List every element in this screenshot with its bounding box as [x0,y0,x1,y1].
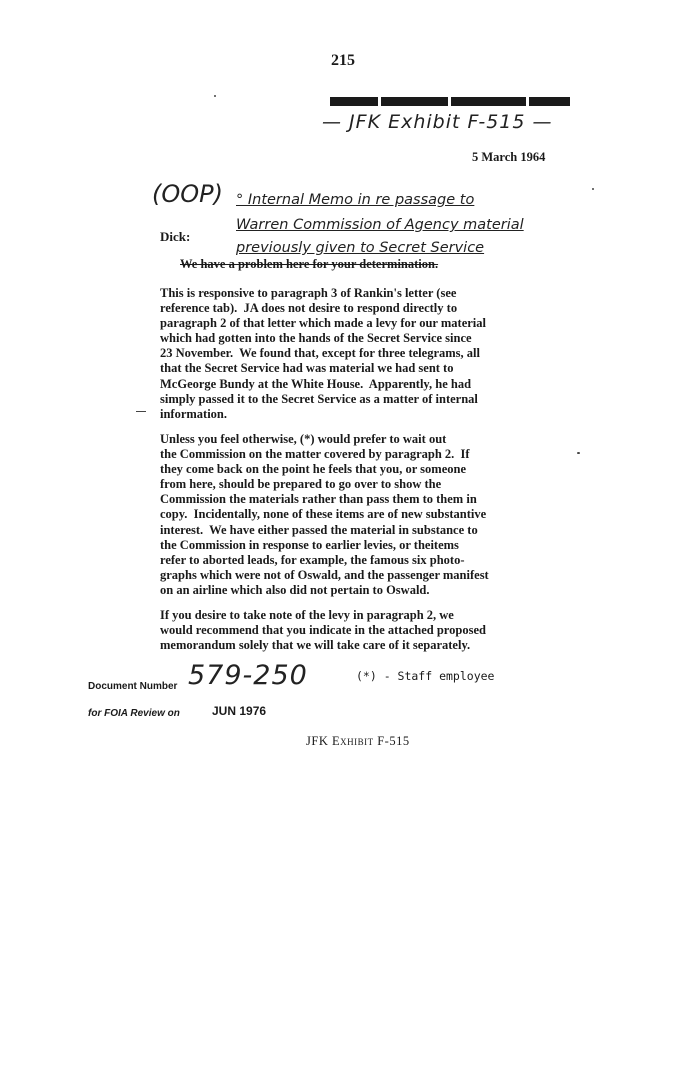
body-paragraph-1: This is responsive to paragraph 3 of Rankin's letter (see reference tab). JA does not desire to respond directly to paragraph 2 of that letter which made a levy for our material which had gotten into the hands of the Secret Service since 23 November. We found that, except for three telegrams, all that the Secret Service had was material we had sent to McGeorge Bundy at the White House. Apparently, he had simply passed it to the Secret Service as a matter of internal information. [160,286,486,421]
handwritten-note-line-3: previously given to Secret Service [236,240,485,256]
intro-line: We have a problem here for your determination. [180,257,439,271]
scan-speck [592,188,594,190]
foia-review-label: for FOIA Review on [88,708,180,719]
memo-date: 5 March 1964 [472,150,546,164]
exhibit-header: — JFK Exhibit F-515 — [322,111,553,133]
staff-employee-note: (*) - Staff employee [356,669,495,683]
salutation: Dick: [160,229,191,244]
scan-speck [136,411,146,412]
document-number-label: Document Number [88,681,178,692]
handwritten-note-line-1: ° Internal Memo in re passage to [236,192,475,208]
scan-speck [577,452,580,454]
circled-code: (OOP) [152,180,223,208]
body-paragraph-2: Unless you feel otherwise, (*) would prefer to wait out the Commission on the matter covered by paragraph 2. If they come back on the point he feels that you, or someone from here, should be prepared to go over to show the Commission the materials rather than pass them to them in copy. Incidentally, none of these items are of new substantive interest. We have either passed the material in substance to the Commission in response to earlier levies, or theitems refer to aborted leads, for example, the famous six photo- graphs which were not of Oswald, and the passenger manifest on an airline which also did not pertain to Oswald. [160,432,489,597]
exhibit-redaction-bar [330,97,570,106]
scan-speck [214,95,216,97]
body-paragraph-3: If you desire to take note of the levy in paragraph 2, we would recommend that you indicate in the attached proposed memorandum solely that we will take care of it separately. [160,608,486,653]
footer-exhibit-label [306,734,410,749]
foia-review-date: JUN 1976 [212,704,267,718]
footer-exhibit-text: JFK Exhibit F-515 [306,734,410,748]
handwritten-note-line-2: Warren Commission of Agency material [236,217,524,233]
document-number: 579-250 [188,660,308,691]
page-number: 215 [331,52,355,69]
